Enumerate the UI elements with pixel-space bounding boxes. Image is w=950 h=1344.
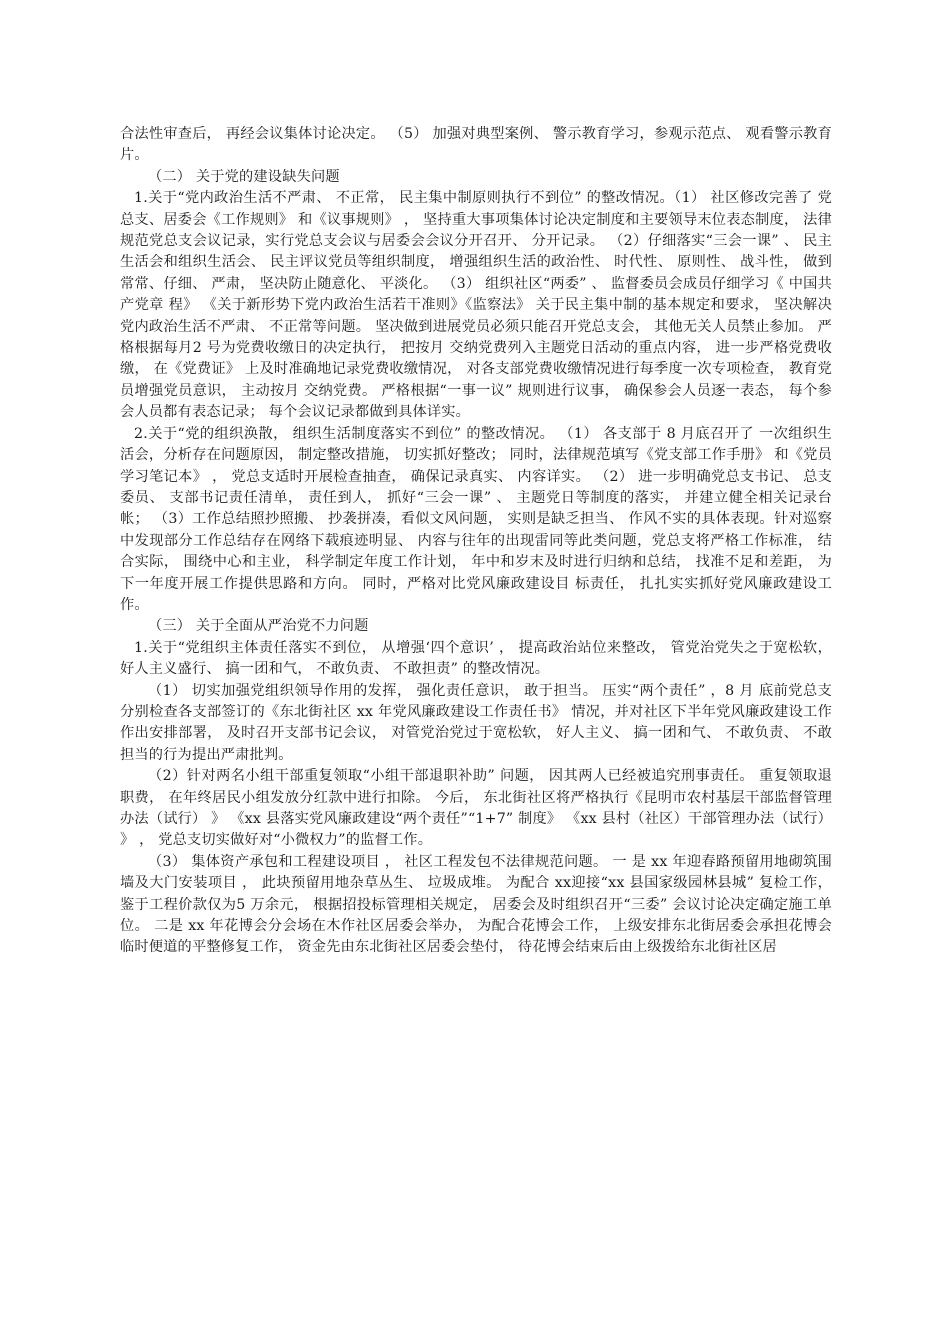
paragraph-collective-assets: （3） 集体资产承包和工程建设项目 ， 社区工程发包不法律规范问题。 一 是 xx 年迎春路预留用地砌筑围墙及大门安装项目 ， 此块预留用地杂草丛生、 垃圾成堆。 为配合 xx迎接“xx 县国家级园林县城” 复检工作， 鉴于工程价款仅为5 万余元， 根据招投标管理相关规定， 居委会及时组织召开“三委” 会议讨论决定确定施工单位。 二是 xx 年花博会分会场在木作社区居委会举办， 为配合花博会工作， 上级安排东北街居委会承担花博会临时便道的平整修复工作， 资金先由东北街社区居委会垫付， 待花博会结束后由上级拨给东北街社区居: [120, 853, 832, 956]
document-body: [120, 124, 832, 959]
section-heading-strict-governance: （三） 关于全面从严治党不力问题: [148, 618, 369, 635]
paragraph-main-responsibility: 1.关于“党组织主体责任落实不到位， 从增强‘四个意识’ ， 提高政治站位来整改， 管党治党失之于宽松软， 好人主义盛行、 搞一团和气， 不敢负责、 不敢担责” 的整改情况。: [120, 639, 832, 678]
paragraph-leadership-role: （1） 切实加强党组织领导作用的发挥， 强化责任意识， 敢于担当。 压实“两个责任” ，8 月 底前党总支分别检查各支部签订的《东北街社区 xx 年党风廉政建设工作责任书》 情况，并对社区下半年党风廉政建设工作作出安排部署， 及时召开支部书记会议， 对管党治党过于宽松软， 好人主义、 搞一团和气、 不敢负责、 不敢担当的行为提出严肃批判。: [120, 682, 832, 763]
section-heading-party-building: （二） 关于党的建设缺失问题: [148, 168, 340, 185]
paragraph-retirement-subsidy: （2）针对两名小组干部重复领取“小组干部退职补助” 问题， 因其两人已经被追究刑事责任。 重复领取退职费， 在年终居民小组发放分红款中进行扣除。 今后， 东北街社区将严格执行《昆明市农村基层干部监督管理办法（试行） 》 《xx 县落实党风廉政建设“两个责任”“1+7” 制度》 《xx 县村（社区）干部管理办法（试行） 》 ， 党总支切实做好对“小微权力”的监督工作。: [120, 768, 832, 849]
paragraph-legal-review: 合法性审查后， 再经会议集体讨论决定。 （5） 加强对典型案例、 警示教育学习，参观示范点、 观看警示教育片。: [120, 126, 832, 164]
paragraph-political-life: 1.关于“党内政治生活不严肃、 不正常， 民主集中制原则执行不到位” 的整改情况。（1） 社区修改完善了 党总支、居委会《工作规则》 和《议事规则》 ， 坚持重大事项集体讨论决定制度和主要领导末位表态制度， 法律规范党总支会议记录，实行党总支会议与居委会会议分开召开、 分开记录。 （2）仔细落实“三会一课” 、 民主生活会和组织生活会、 民主评议党员等组织制度， 增强组织生活的政治性、 时代性、 原则性、 战斗性， 做到常常、仔细、 严肃， 坚决防止随意化、 平淡化。 （3） 组织社区“两委” 、 监督委员会成员仔细学习《 中国共产党章 程》 《关于新形势下党内政治生活若干准则》《监察法》 关于民主集中制的基本规定和要求， 坚决解决党内政治生活不严肃、 不正常等问题。 坚决做到进展党员必须只能召开党总支会， 其他无关人员禁止参加。 严格根据每月2 号为党费收缴日的决定执行， 把按月 交纳党费列入主题党日活动的重点内容， 进一步严格党费收缴， 在《党费证》 上及时准确地记录党费收缴情况， 对各支部党费收缴情况进行每季度一次专项检查， 教育党员增强党员意识， 主动按月 交纳党费。 严格根据“一事一议” 规则进行议事， 确保参会人员逐一表态， 每个参会人员都有表态记录； 每个会议记录都做到具体详实。: [120, 190, 832, 421]
paragraph-organization: 2.关于“党的组织涣散， 组织生活制度落实不到位” 的整改情况。 （1） 各支部于 8 月底召开了 一次组织生活会，分析存在问题原因， 制定整改措施， 切实抓好整改； 同时，法律规范填写《党支部工作手册》 和《党员学习笔记本》 ， 党总支适时开展检查抽查， 确保记录真实、 内容详实。 （2） 进一步明确党总支书记、 总支委员、 支部书记责任清单， 责任到人， 抓好“三会一课” 、 主题党日等制度的落实， 并建立健全相关记录台帐； （3）工作总结照抄照搬、 抄袭拼凑，看似文风问题， 实则是缺乏担当、 作风不实的具体表现。针对巡察中发现部分工作总结存在网络下载痕迹明显、 内容与往年的出现雷同等此类问题，党总支将严格工作标准， 结合实际， 围绕中心和主业， 科学制定年度工作计划， 年中和岁末及时进行归纳和总结， 找准不足和差距， 为下一年度开展工作提供思路和方向。 同时，严格对比党风廉政建设目 标责任， 扎扎实实抓好党风廉政建设工作。: [120, 425, 832, 613]
